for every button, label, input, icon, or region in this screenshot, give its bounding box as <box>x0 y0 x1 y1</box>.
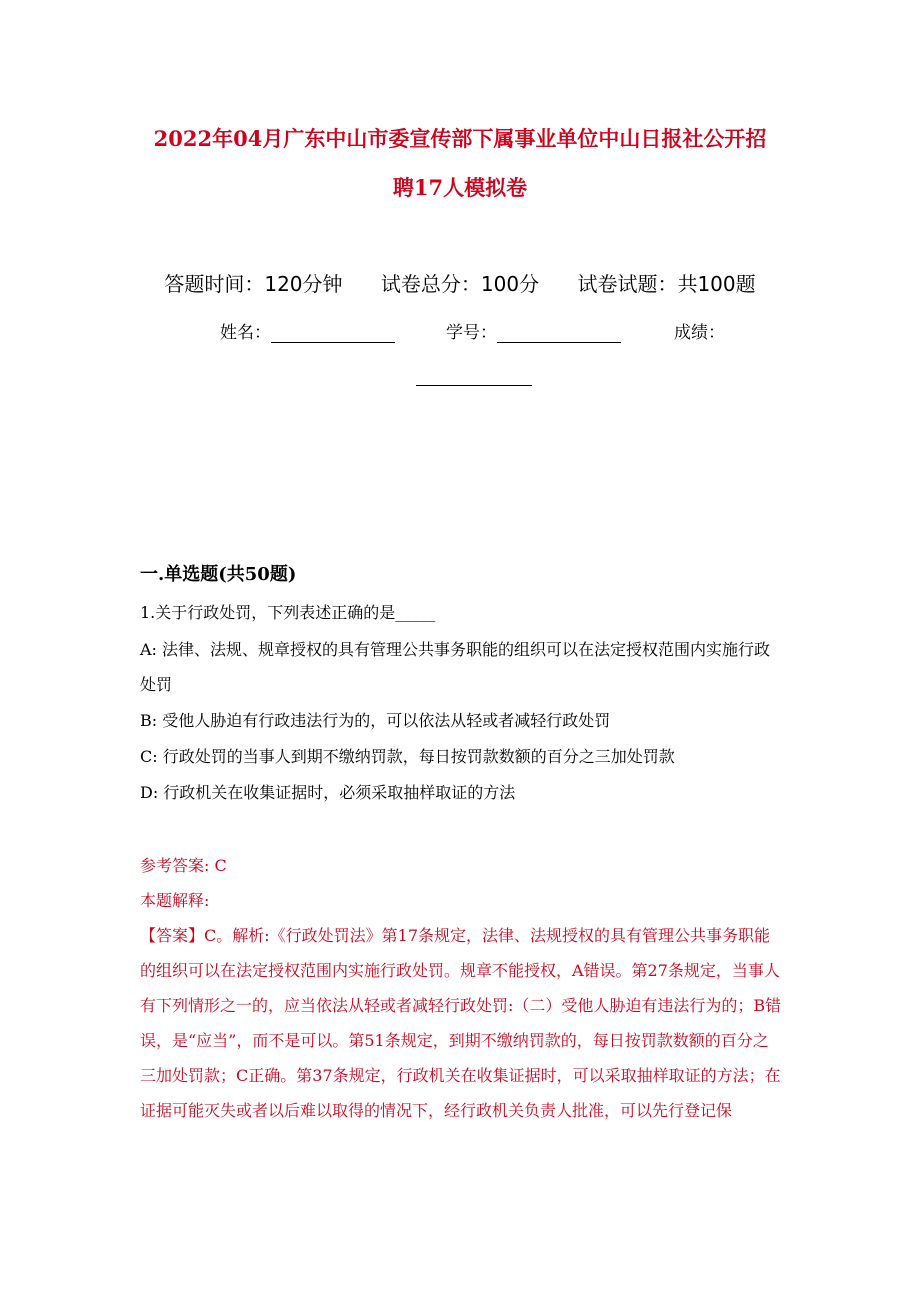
name-field <box>220 318 395 343</box>
name-label: 姓名： <box>220 323 271 343</box>
name-blank[interactable] <box>271 322 395 343</box>
option-c: C: 行政处罚的当事人到期不缴纳罚款，每日按罚款数额的百分之三加处罚款 <box>140 747 675 766</box>
exam-title-line-2: 聘17人模拟卷 <box>392 175 528 200</box>
exam-total-score: 试卷总分：100分 <box>380 272 540 296</box>
explanation-text: 【答案】C。解析:《行政处罚法》第17条规定，法律、法规授权的具有管理公共事务职能的组织可以在法定授权范围内实施行政处罚。规章不能授权，A错误。第27条规定，当事人有下列情形之一的，应当依法从轻或者减轻行政处罚:（二）受他人胁迫有违法行为的；B错误，是“应当”，而不是可以。第51条规定，到期不缴纳罚款的，每日按罚款数额的百分之三加处罚款；C正确。第37条规定，行政机关在收集证据时，可以采取抽样取证的方法；在证据可能灭失或者以后难以取得的情况下，经行政机关负责人批准，可以先行登记保 <box>140 926 782 1120</box>
option-a: A: 法律、法规、规章授权的具有管理公共事务职能的组织可以在法定授权范围内实施行政处罚 <box>140 640 771 694</box>
exam-title-line-1: 2022年04月广东中山市委宣传部下属事业单位中山日报社公开招 <box>153 126 767 151</box>
section-title: 一.单选题(共50题) <box>140 564 297 585</box>
exam-question-count: 试卷试题：共100题 <box>577 272 756 296</box>
question-stem: 1.关于行政处罚，下列表述正确的是_____ <box>140 603 436 622</box>
exam-meta <box>0 268 920 297</box>
option-d: D: 行政机关在收集证据时，必须采取抽样取证的方法 <box>140 783 516 802</box>
id-label: 学号： <box>446 323 497 343</box>
id-field <box>446 318 621 343</box>
id-blank[interactable] <box>497 322 621 343</box>
answer-block <box>140 848 782 1128</box>
score-blank[interactable] <box>416 385 532 386</box>
exam-time: 答题时间：120分钟 <box>164 272 343 296</box>
explanation-label: 本题解释: <box>140 891 210 910</box>
score-label: 成绩： <box>674 323 725 343</box>
option-b: B: 受他人胁迫有行政违法行为的，可以依法从轻或者减轻行政处罚 <box>140 711 611 730</box>
score-field <box>674 318 725 343</box>
reference-answer: 参考答案: C <box>140 856 227 875</box>
